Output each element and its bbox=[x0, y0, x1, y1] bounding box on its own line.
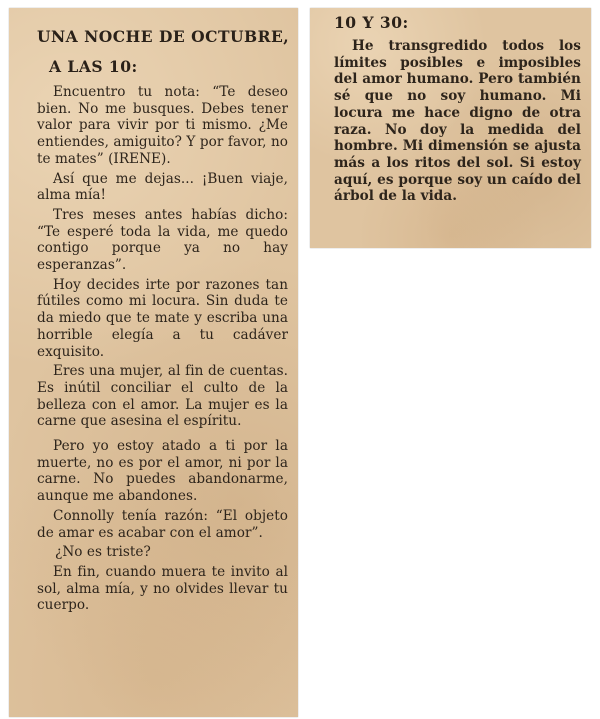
heading-una-noche-de-octubre: UNA NOCHE DE OCTUBRE, bbox=[37, 27, 290, 46]
paragraph-connolly: Connolly tenía razón: “El objeto de amar es acabar con el amor”. bbox=[37, 507, 288, 541]
paragraph-pero-yo: Pero yo estoy atado a ti por la muerte, no es por el amor, ni por la carne. No puedes abandonarme, aunque me abandones. bbox=[37, 438, 288, 505]
paragraph-eres-una-mujer: Eres una mujer, al fin de cuentas. Es inútil conciliar el culto de la belleza con el amor. La mujer es la carne que asesina el espíritu. bbox=[37, 363, 288, 430]
heading-10-y-30: 10 Y 30: bbox=[334, 13, 409, 32]
left-clipping bbox=[9, 8, 298, 717]
left-column-body bbox=[37, 84, 288, 614]
paragraph-buen-viaje: Así que me dejas... ¡Buen viaje, alma mía! bbox=[37, 170, 288, 204]
paragraph-no-es-triste: ¿No es triste? bbox=[55, 544, 151, 561]
paragraph-hoy-decides: Hoy decides irte por razones tan fútiles como mi locura. Sin duda te da miedo que te mate y escriba una horrible elegía a tu cadáver exquisito. bbox=[37, 276, 288, 360]
right-column-body bbox=[334, 38, 581, 205]
paragraph-he-transgredido: He transgredido todos los límites posibles e imposibles del amor humano. Pero también sé que no soy humano. Mi locura me hace digno de otra raza. No doy la medida del hombre. Mi dimensión se ajusta más a los ritos del sol. Si estoy aquí, es porque soy un caído del árbol de la vida. bbox=[334, 38, 581, 205]
paragraph-en-fin: En fin, cuando muera te invito al sol, alma mía, y no olvides llevar tu cuerpo. bbox=[37, 563, 288, 614]
paragraph-nota: Encuentro tu nota: “Te deseo bien. No me busques. Debes tener valor para vivir por ti mismo. ¿Me entiendes, amiguito? Y por favor, no te mates” (IRENE). bbox=[37, 84, 288, 167]
paragraph-tres-meses: Tres meses antes habías dicho: “Te esperé toda la vida, me quedo contigo porque ya no hay esperanzas”. bbox=[37, 206, 288, 274]
right-clipping bbox=[310, 8, 591, 248]
heading-a-las-10: A LAS 10: bbox=[49, 57, 138, 76]
